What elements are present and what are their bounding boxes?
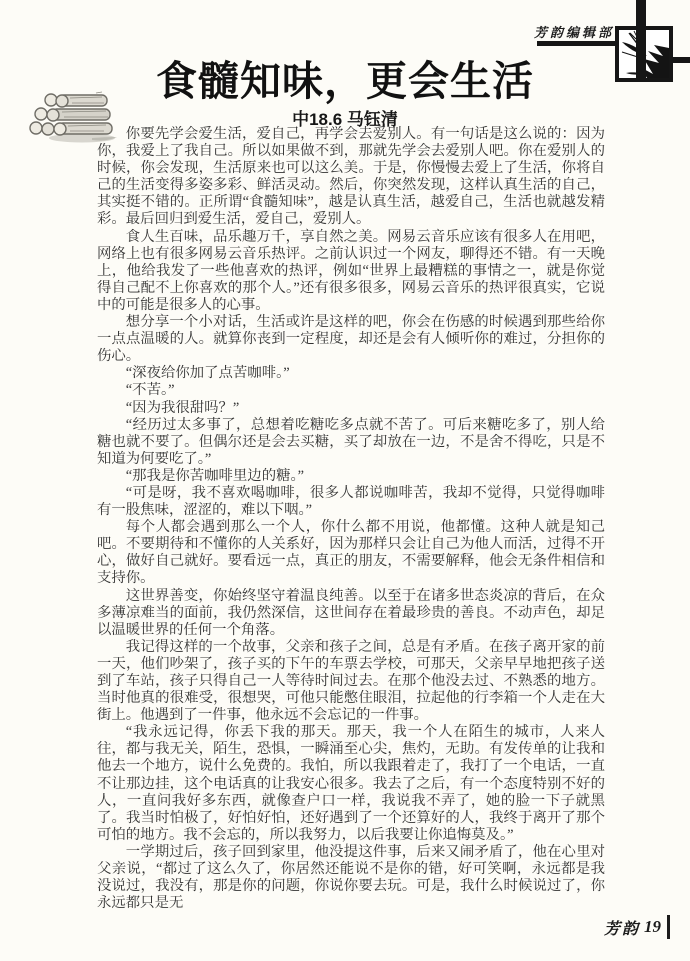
page-title: 食髓知味，更会生活 xyxy=(156,58,534,104)
masthead-rule-left xyxy=(537,41,617,46)
dialogue-line: “因为我很甜吗？” xyxy=(125,399,240,416)
author-line: 中18.6 马钰清 xyxy=(292,110,398,129)
dialogue-line: “可是呀，我不喜欢喝咖啡，很多人都说咖啡苦，我却不觉得，只觉得咖啡有一股焦味，涩涩的，难以下咽。” xyxy=(97,484,605,519)
masthead-label: 芳韵编辑部 xyxy=(533,25,614,40)
dialogue-line: “经历过太多事了，总想着吃糖吃多点就不苦了。可后来糖吃多了，别人给糖也就不要了。但偶尔还是会去买糖，买了却放在一边，不是舍不得吃，只是不知道为何要吃了。” xyxy=(97,416,605,467)
footer-rule xyxy=(667,915,670,939)
paragraph: 每个人都会遇到那么一个人，你什么都不用说，他都懂。这种人就是知己吧。不要期待和不懂你的人关系好，因为那样只会让自己为他人而活，过得不开心，做好自己就好。要看远一点，真正的朋友，不需要解释，他会无条件相信和支持你。 xyxy=(97,519,605,587)
paragraph: “我永远记得，你丢下我的那天。那天，我一个人在陌生的城市，人来人往，都与我无关，陌生，恐惧，一瞬涌至心尖，焦灼，无助。有发传单的让我和他去一个地方，说什么免费的。我怕，所以我跟着走了，我打了一个电话，一直不让那边挂，这个电话真的让我安心很多。我去了之后，有一个态度特别不好的人，一直问我好多东西，就像查户口一样，我说我不弄了，她的脸一下子就黑了。我当时怕极了，好怕好怕，还好遇到了一个还算好的人，我终于离开了那个可怕的地方。我不会忘的，所以我努力，以后我要让你追悔莫及。” xyxy=(97,724,605,843)
dialogue-line: “那我是你苦咖啡里边的糖。” xyxy=(125,467,305,484)
dialogue-line: “不苦。” xyxy=(125,382,175,399)
paragraph: 这世界善变，你始终坚守着温良纯善。以至于在诸多世态炎凉的背后，在众多薄凉难当的面前，我仍然深信，这世间存在着最珍贵的善良。不动声色，却足以温暖世界的任何一个角落。 xyxy=(97,587,605,638)
footer-brand: 芳韵 xyxy=(603,920,640,938)
paragraph: 想分享一个小对话，生活或许是这样的吧，你会在伤感的时候遇到那些给你一点点温暖的人。就算你丧到一定程度，却还是会有人倾听你的难过，分担你的伤心。 xyxy=(97,314,605,365)
page-footer xyxy=(604,915,670,939)
paragraph: 食人生百味，品乐趣万千，享自然之美。网易云音乐应该有很多人在用吧，网络上也有很多网易云音乐热评。之前认识过一个网友，聊得还不错。有一天晚上，他给我发了一些他喜欢的热评，例如“世界上最糟糕的事情之一，就是你觉得自己配不上你喜欢的那个人。”还有很多很多，网易云音乐的热评很真实，它说中的可能是很多人的心事。 xyxy=(97,228,605,313)
paragraph: 一学期过后，孩子回到家里，他没提这件事，后来又闹矛盾了，他在心里对父亲说，“都过了这么久了，你居然还能说不是你的错，好可笑啊，永远都是我没说过，我没有，那是你的问题，你说你要去玩。可是，我什么时候说过了，你永远都只是无 xyxy=(97,843,605,912)
article-body xyxy=(97,126,605,912)
page-number: 19 xyxy=(644,917,661,936)
paragraph: 我记得这样的一个故事，父亲和孩子之间，总是有矛盾。在孩子离开家的前一天，他们吵架了，孩子买的下午的车票去学校，可那天，父亲早早地把孩子送到了车站，孩子只得自己一人等待时间过去。在那个他没去过、不熟悉的地方。当时他真的很难受，很想哭，可他只能憋住眼泪，拉起他的行李箱一个人走在大街上。他遇到了一件事，他永远不会忘记的一件事。 xyxy=(97,638,605,724)
paragraph: 你要先学会爱生活，爱自己，再学会去爱别人。有一句话是这么说的：因为你，我爱上了我自己。所以如果做不到，那就先学会去爱别人吧。你在爱别人的时候，你会发现，生活原来也可以这么美。于是，你慢慢去爱上了生活，你将自己的生活变得多姿多彩、鲜活灵动。然后，你突然发现，这样认真生活的自己，其实挺不错的。正所谓“食髓知味”，越是认真生活，越爱自己，生活也就越发精彩。最后回归到爱生活，爱自己，爱别人。 xyxy=(97,126,605,228)
dialogue-line: “深夜给你加了点苦咖啡。” xyxy=(125,365,290,382)
